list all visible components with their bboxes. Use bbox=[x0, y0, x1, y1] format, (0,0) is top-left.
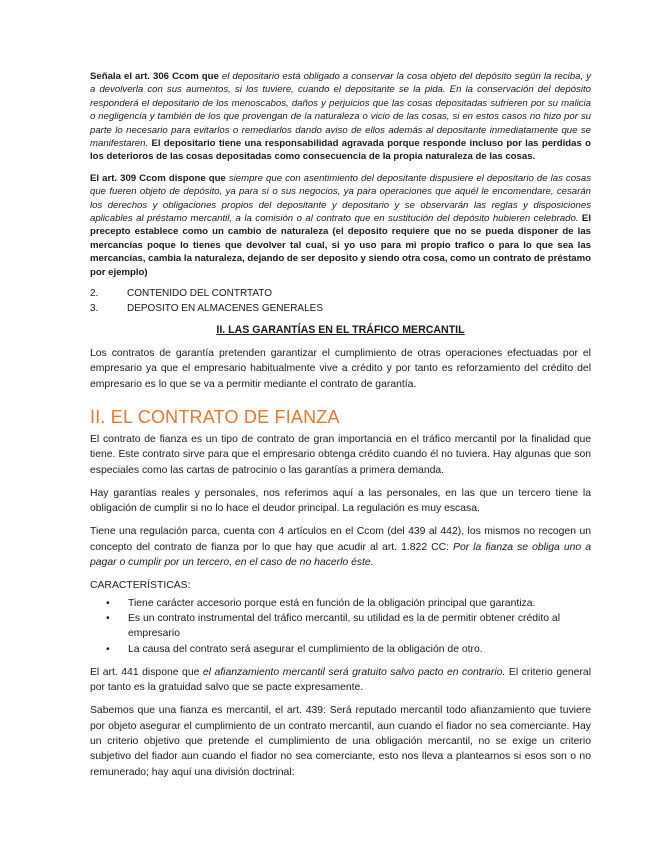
list-item-text: La causa del contrato será asegurar el cumplimiento de la obligación de otro. bbox=[128, 643, 483, 655]
list-item-text: Tiene carácter accesorio porque está en función de la obligación principal que garantiza. bbox=[128, 597, 536, 609]
art-441-intro: El art. 441 dispone que bbox=[90, 666, 200, 678]
caracteristicas-label: CARACTERÍSTICAS: bbox=[90, 580, 191, 592]
art-309-comment: El precepto establece como un cambio de naturaleza (el deposito requiere que no se pueda disponer de las mercancías poque lo tienes que devolver tal cual, si yo uso para mi propio trafico o para lo que sea las mercancías, cambia la naturaleza, dejando de ser deposito y siendo otra cosa, como un contrato de préstamo por ejemplo) bbox=[90, 213, 591, 278]
paragraph-art-309 bbox=[90, 172, 591, 279]
numbered-list bbox=[90, 287, 591, 316]
list-item bbox=[90, 596, 591, 611]
art-306-intro: Señala el art. 306 Ccom que bbox=[90, 71, 219, 82]
list-item bbox=[90, 611, 591, 642]
art-441-comment: El criterio general por tanto es la gratuidad salvo que se pacte expresamente. bbox=[90, 666, 591, 694]
regulacion-text: Tiene una regulación parca, cuenta con 4 artículos en el Ccom (del 439 al 442), los mismos no recogen un concepto del contrato de fianza por lo que hay que acudir al art. 1.822 CC: bbox=[90, 526, 591, 553]
bullet-icon: • bbox=[106, 612, 110, 624]
paragraph-art-439: Sabemos que una fianza es mercantil, el art. 439: Será reputado mercantil todo afianzamiento que tuviere por objeto asegurar el cumplimiento de un contrato mercantil, aun cuando el fiador no sea comerciante. Hay un criterio objetivo que pretende el cumplimiento de una obligación mercantil, no se exige un criterio subjetivo del fiador aun cuando el fiador no sea comerciante, esto nos lleva a plantearnos si esos son o no remunerado; hay aquí una división doctrinal: bbox=[90, 705, 591, 778]
list-item-text: Es un contrato instrumental del tráfico mercantil, su utilidad es la de permitir obtener crédito al empresario bbox=[128, 612, 560, 640]
paragraph-regulacion bbox=[90, 524, 591, 570]
item-text: CONTENIDO DEL CONTRTATO bbox=[127, 288, 273, 300]
paragraph-garantias: Los contratos de garantía pretenden garantizar el cumplimiento de otras operaciones efectuadas por el empresario ya que el empresario habitualmente vive a crédito y por tanto es reforzamiento del crédito del empresario es lo que se va a permitir mediante el contrato de garantía. bbox=[90, 348, 591, 390]
section-title: II. LAS GARANTÍAS EN EL TRÁFICO MERCANTIL bbox=[216, 324, 465, 337]
list-item bbox=[90, 642, 591, 657]
item-number: 2. bbox=[90, 288, 99, 300]
art-306-comment: El depositario tiene una responsabilidad agravada porque responde incluso por las perdidas o los deterioros de las cosas depositadas como consecuencia de la propia naturaleza de las cosas. bbox=[90, 138, 591, 163]
item-number: 3. bbox=[90, 302, 99, 314]
bullet-icon: • bbox=[106, 643, 110, 655]
paragraph-art-441 bbox=[90, 665, 591, 696]
art-309-intro: El art. 309 Ccom dispone que bbox=[90, 172, 226, 184]
paragraph-art-306 bbox=[90, 70, 591, 164]
paragraph-fianza-intro: El contrato de fianza es un tipo de contrato de gran importancia en el tráfico mercantil por la finalidad que tiene. Este contrato sirve para que el empresario obtenga crédito cuando él no tuviera. Hay algunas que son especiales como las cartas de patrocinio o las garantías a primera demanda. bbox=[90, 433, 591, 476]
numbered-item bbox=[90, 287, 591, 302]
regulacion-quote: Por la fianza se obliga uno a pagar o cumplir por un tercero, en el caso de no hacerlo éste. bbox=[90, 541, 591, 569]
art-441-quote: el afianzamiento mercantil será gratuito salvo pacto en contrario. bbox=[202, 666, 506, 678]
caracteristicas-list bbox=[90, 596, 591, 657]
item-text: DEPOSITO EN ALMACENES GENERALES bbox=[127, 302, 323, 314]
art-309-quote: siempre que con asentimiento del depositante dispusiere el depositario de las cosas que fueren objeto de depósito, ya para sí o sus negocios, ya para operaciones que aquél le encomendare, cesarán los derechos y obligaciones propios del depositante y depositario y se observarán las reglas y disposiciones aplicables al préstamo mercantil, a la comisión o al contrato que en sustitución del depósito hubieren celebrado. bbox=[90, 172, 591, 225]
heading-contrato-fianza: II. EL CONTRATO DE FIANZA bbox=[90, 406, 340, 427]
paragraph-garantias-tipos: Hay garantías reales y personales, nos referimos aquí a las personales, en las que un tercero tiene la obligación de cumplir si no lo hace el deudor principal. La regulación es muy escasa. bbox=[90, 487, 591, 515]
numbered-item bbox=[90, 302, 591, 317]
art-306-quote: el depositario está obligado a conservar la cosa objeto del depósito según la reciba, y a devolverla con sus aumentos, si los tuviere, cuando el depositante se la pida. En la conservación del depósito responderá el depositario de los menoscabos, daños y perjuicios que las cosas depositadas sufrieren por su malicia o negligencia y también de los que provengan de la naturaleza o vicio de las cosas, si en estos casos no hizo por su parte lo necesario para evitarlos o remediarlos dando aviso de ellos además al depositante inmediatamente que se manifestaren. bbox=[90, 71, 591, 150]
bullet-icon: • bbox=[106, 597, 110, 609]
